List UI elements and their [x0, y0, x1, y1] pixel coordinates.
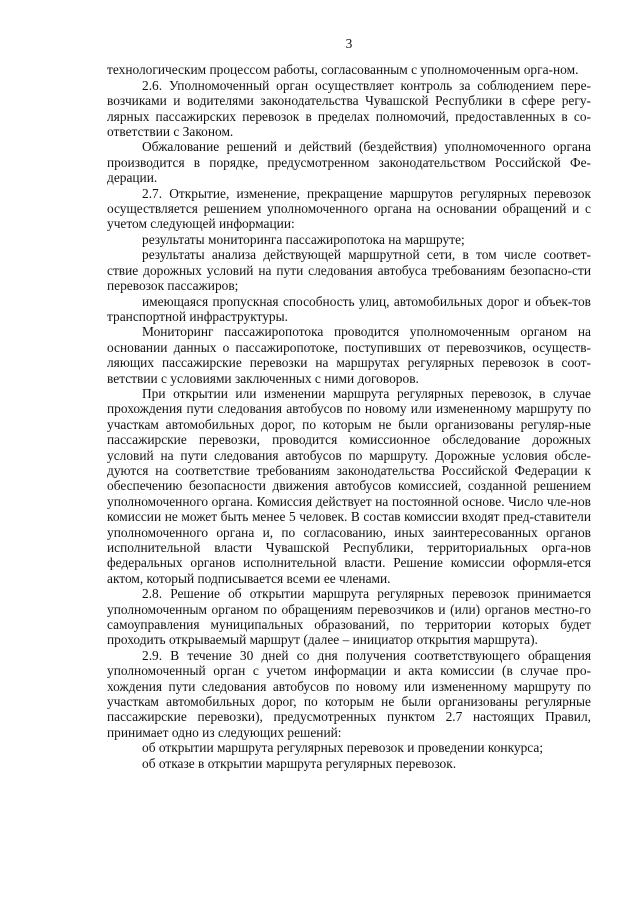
paragraph-2-8: 2.8. Решение об открытии маршрута регулярных перевозок принимается уполномоченным органом по обращениям перевозчиков и (или) органов местно-го самоуправления муниципальных образований, по территории которых будет проходить открываемый маршрут (далее – инициатор открытия маршрута). [107, 586, 591, 648]
paragraph-monitoring: Мониторинг пассажиропотока проводится уполномоченным органом на основании данных о пассажиропотоке, поступивших от перевозчиков, осуществ-ляющих пассажирские перевозки на маршрутах регулярных перевозок в соот-ветствии с условиями заключенных с ними договоров. [107, 324, 591, 386]
document-page [107, 36, 591, 771]
list-item-open-route: об открытии маршрута регулярных перевозок и проведении конкурса; [142, 740, 544, 756]
list-item-refuse-route: об отказе в открытии маршрута регулярных перевозок. [142, 755, 457, 771]
paragraph-2-6: 2.6. Уполномоченный орган осуществляет контроль за соблюдением пере-возчиками и водителями законодательства Чувашской Республики в сфере регу-лярных пассажирских перевозок в пределах полномочий, предоставленных в со-ответствии с Законом. [107, 77, 591, 140]
paragraph-2-7: 2.7. Открытие, изменение, прекращение маршрутов регулярных перевозок осуществляется решением уполномоченного органа на основании обращений и с учетом следующей информации: [107, 185, 591, 232]
paragraph-commission: При открытии или изменении маршрута регулярных перевозок, в случае прохождения пути следования автобусов по новому или измененному маршруту по участкам автомобильных дорог, по которым не были организованы регуляр-ные пассажирские перевозки, проводится комиссионное обследование дорожных условий на пути следования автобусов по маршруту. Дорожные условия обсле-дуются на соответствие требованиям законодательства Российской Федерации к обеспечению безопасности движения автобусов комиссией, созданной решением уполномоченного органа. Комиссия действует на постоянной основе. Число чле-нов комиссии не может быть менее 5 человек. В состав комиссии входят пред-ставители уполномоченного органа и, по согласованию, иных заинтересованных органов исполнительной власти Чувашской Республики, территориальных орга-нов федеральных органов исполнительной власти. Решение комиссии оформля-ется актом, который подписывается всеми ее членами. [107, 385, 591, 586]
list-item-network-analysis: результаты анализа действующей маршрутной сети, в том числе соответ-ствие дорожных условий на пути следования автобуса требованиям безопасно-сти перевозок пассажиров; [107, 247, 591, 294]
list-item-monitoring: результаты мониторинга пассажиропотока на маршруте; [142, 231, 465, 247]
paragraph-appeal: Обжалование решений и действий (бездействия) уполномоченного органа производится в порядке, предусмотренном законодательством Российской Фе-дерации. [107, 139, 591, 186]
paragraph-2-9: 2.9. В течение 30 дней со дня получения соответствующего обращения уполномоченный орган с учетом информации и акта комиссии (в случае про-хождения пути следования автобусов по новому или измененному маршруту по участкам автомобильных дорог, по которым не были организованы регулярные пассажирские перевозки), предусмотренных пунктом 2.7 настоящих Правил, принимает одно из следующих решений: [107, 647, 591, 740]
paragraph-continuation: технологическим процессом работы, согласованным с уполномоченным орга-ном. [107, 62, 579, 78]
page-number: 3 [345, 36, 353, 51]
list-item-capacity: имеющаяся пропускная способность улиц, автомобильных дорог и объек-тов транспортной инфраструктуры. [107, 293, 591, 324]
